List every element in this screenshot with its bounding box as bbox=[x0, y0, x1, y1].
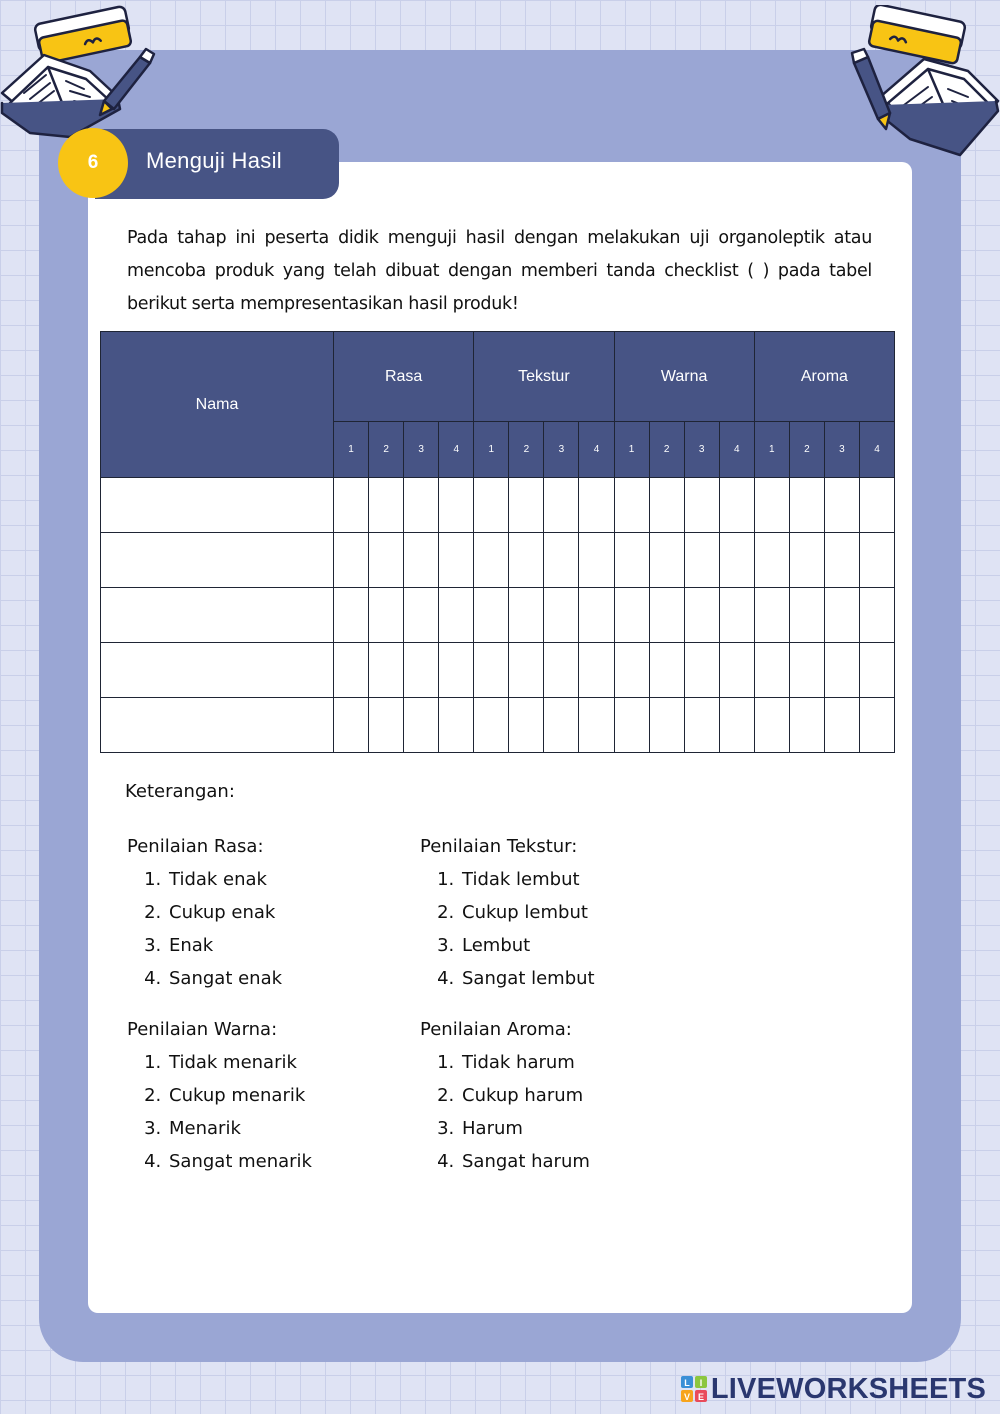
checklist-cell[interactable] bbox=[754, 588, 789, 643]
checklist-cell[interactable] bbox=[544, 698, 579, 753]
checklist-cell[interactable] bbox=[719, 478, 754, 533]
checklist-cell[interactable] bbox=[614, 643, 649, 698]
checklist-cell[interactable] bbox=[789, 643, 824, 698]
score-header: 1 bbox=[474, 422, 509, 478]
checklist-cell[interactable] bbox=[649, 698, 684, 753]
score-header: 3 bbox=[544, 422, 579, 478]
name-cell[interactable] bbox=[101, 533, 334, 588]
header-aroma: Aroma bbox=[754, 332, 894, 422]
checklist-cell[interactable] bbox=[579, 698, 614, 753]
checklist-cell[interactable] bbox=[789, 533, 824, 588]
checklist-cell[interactable] bbox=[824, 588, 859, 643]
legend-tekstur bbox=[420, 834, 595, 999]
legend-item: 3. Menarik bbox=[167, 1116, 312, 1149]
score-header: 3 bbox=[824, 422, 859, 478]
name-cell[interactable] bbox=[101, 643, 334, 698]
checklist-cell[interactable] bbox=[719, 533, 754, 588]
checklist-cell[interactable] bbox=[509, 533, 544, 588]
checklist-cell[interactable] bbox=[684, 588, 719, 643]
checklist-cell[interactable] bbox=[614, 698, 649, 753]
header-warna: Warna bbox=[614, 332, 754, 422]
checklist-cell[interactable] bbox=[684, 698, 719, 753]
checklist-cell[interactable] bbox=[369, 533, 404, 588]
table-row bbox=[101, 588, 895, 643]
section-title: Menguji Hasil bbox=[146, 148, 282, 173]
checklist-cell[interactable] bbox=[369, 588, 404, 643]
checklist-cell[interactable] bbox=[754, 533, 789, 588]
checklist-cell[interactable] bbox=[509, 588, 544, 643]
step-number-badge: 6 bbox=[58, 128, 128, 198]
checklist-cell[interactable] bbox=[439, 643, 474, 698]
checklist-cell[interactable] bbox=[404, 533, 439, 588]
checklist-cell[interactable] bbox=[754, 478, 789, 533]
legend-item: 2. Cukup lembut bbox=[460, 900, 595, 933]
checklist-cell[interactable] bbox=[334, 588, 369, 643]
checklist-cell[interactable] bbox=[544, 588, 579, 643]
checklist-cell[interactable] bbox=[719, 698, 754, 753]
legend-item: 3. Enak bbox=[167, 933, 282, 966]
checklist-cell[interactable] bbox=[649, 478, 684, 533]
liveworksheets-grid-icon bbox=[681, 1376, 707, 1402]
checklist-cell[interactable] bbox=[614, 478, 649, 533]
books-pencil-illustration-left bbox=[0, 5, 160, 145]
checklist-cell[interactable] bbox=[684, 478, 719, 533]
checklist-cell[interactable] bbox=[859, 698, 894, 753]
checklist-cell[interactable] bbox=[789, 588, 824, 643]
checklist-cell[interactable] bbox=[859, 643, 894, 698]
legend-warna-title: Penilaian Warna: bbox=[127, 1019, 278, 1040]
table-row bbox=[101, 478, 895, 533]
name-cell[interactable] bbox=[101, 698, 334, 753]
checklist-cell[interactable] bbox=[719, 588, 754, 643]
svg-text:E: E bbox=[697, 1392, 704, 1402]
score-header: 2 bbox=[789, 422, 824, 478]
checklist-cell[interactable] bbox=[474, 478, 509, 533]
legend-aroma-title: Penilaian Aroma: bbox=[420, 1019, 572, 1040]
checklist-cell[interactable] bbox=[579, 588, 614, 643]
checklist-cell[interactable] bbox=[579, 533, 614, 588]
score-header: 4 bbox=[719, 422, 754, 478]
checklist-cell[interactable] bbox=[474, 643, 509, 698]
name-cell[interactable] bbox=[101, 588, 334, 643]
checklist-cell[interactable] bbox=[439, 478, 474, 533]
checklist-cell[interactable] bbox=[544, 478, 579, 533]
checklist-cell[interactable] bbox=[824, 698, 859, 753]
legend-item: 1. Tidak lembut bbox=[460, 867, 595, 900]
checklist-cell[interactable] bbox=[509, 643, 544, 698]
legend-item: 4. Sangat lembut bbox=[460, 966, 595, 999]
legend-heading: Keterangan: bbox=[125, 781, 235, 802]
svg-text:L: L bbox=[684, 1378, 690, 1388]
legend-rasa bbox=[127, 834, 282, 999]
table-row bbox=[101, 533, 895, 588]
checklist-cell[interactable] bbox=[614, 533, 649, 588]
score-header: 4 bbox=[579, 422, 614, 478]
checklist-cell[interactable] bbox=[754, 643, 789, 698]
checklist-cell[interactable] bbox=[369, 478, 404, 533]
legend-item: 4. Sangat harum bbox=[460, 1149, 590, 1182]
table-row bbox=[101, 643, 895, 698]
checklist-cell[interactable] bbox=[404, 698, 439, 753]
checklist-cell[interactable] bbox=[824, 533, 859, 588]
checklist-cell[interactable] bbox=[824, 643, 859, 698]
score-header: 4 bbox=[859, 422, 894, 478]
checklist-cell[interactable] bbox=[859, 478, 894, 533]
checklist-cell[interactable] bbox=[474, 533, 509, 588]
checklist-cell[interactable] bbox=[544, 533, 579, 588]
checklist-cell[interactable] bbox=[474, 588, 509, 643]
checklist-cell[interactable] bbox=[369, 643, 404, 698]
name-cell[interactable] bbox=[101, 478, 334, 533]
checklist-cell[interactable] bbox=[544, 643, 579, 698]
checklist-cell[interactable] bbox=[404, 478, 439, 533]
checklist-cell[interactable] bbox=[579, 478, 614, 533]
checklist-cell[interactable] bbox=[439, 698, 474, 753]
checklist-cell[interactable] bbox=[859, 533, 894, 588]
checklist-cell[interactable] bbox=[439, 533, 474, 588]
legend-item: 1. Tidak menarik bbox=[167, 1050, 312, 1083]
checklist-cell[interactable] bbox=[334, 478, 369, 533]
checklist-cell[interactable] bbox=[404, 643, 439, 698]
checklist-cell[interactable] bbox=[579, 643, 614, 698]
legend-item: 1. Tidak harum bbox=[460, 1050, 590, 1083]
checklist-cell[interactable] bbox=[404, 588, 439, 643]
legend-aroma bbox=[420, 1017, 590, 1182]
score-header: 1 bbox=[334, 422, 369, 478]
legend-item: 1. Tidak enak bbox=[167, 867, 282, 900]
books-pencil-illustration-right bbox=[840, 5, 1000, 165]
legend-item: 3. Lembut bbox=[460, 933, 595, 966]
score-header: 3 bbox=[404, 422, 439, 478]
legend-warna bbox=[127, 1017, 312, 1182]
legend-rasa-title: Penilaian Rasa: bbox=[127, 836, 264, 857]
checklist-cell[interactable] bbox=[789, 478, 824, 533]
checklist-cell[interactable] bbox=[334, 533, 369, 588]
checklist-cell[interactable] bbox=[334, 698, 369, 753]
checklist-cell[interactable] bbox=[649, 588, 684, 643]
header-tekstur: Tekstur bbox=[474, 332, 614, 422]
checklist-cell[interactable] bbox=[719, 643, 754, 698]
score-header: 3 bbox=[684, 422, 719, 478]
checklist-cell[interactable] bbox=[474, 698, 509, 753]
score-header: 1 bbox=[754, 422, 789, 478]
legend-item: 4. Sangat enak bbox=[167, 966, 282, 999]
checklist-cell[interactable] bbox=[859, 588, 894, 643]
checklist-cell[interactable] bbox=[754, 698, 789, 753]
score-header: 2 bbox=[509, 422, 544, 478]
score-header: 4 bbox=[439, 422, 474, 478]
brand-text: LIVEWORKSHEETS bbox=[710, 1372, 986, 1405]
checklist-cell[interactable] bbox=[649, 643, 684, 698]
checklist-cell[interactable] bbox=[369, 698, 404, 753]
score-table-body bbox=[101, 478, 895, 753]
score-header: 2 bbox=[369, 422, 404, 478]
checklist-cell[interactable] bbox=[824, 478, 859, 533]
table-row bbox=[101, 698, 895, 753]
legend-item: 3. Harum bbox=[460, 1116, 590, 1149]
checklist-cell[interactable] bbox=[509, 698, 544, 753]
checklist-cell[interactable] bbox=[509, 478, 544, 533]
legend-item: 2. Cukup menarik bbox=[167, 1083, 312, 1116]
instruction-text: Pada tahap ini peserta didik menguji hasil dengan melakukan uji organoleptik atau mencoba produk yang telah dibuat dengan memberi tanda checklist ( ) pada tabel berikut serta mempresentasikan hasil produk! bbox=[127, 228, 872, 314]
svg-text:V: V bbox=[683, 1392, 690, 1402]
legend-item: 2. Cukup harum bbox=[460, 1083, 590, 1116]
checklist-cell[interactable] bbox=[684, 533, 719, 588]
checklist-cell[interactable] bbox=[334, 643, 369, 698]
liveworksheets-logo[interactable] bbox=[681, 1372, 986, 1406]
legend-item: 4. Sangat menarik bbox=[167, 1149, 312, 1182]
legend-item: 2. Cukup enak bbox=[167, 900, 282, 933]
header-rasa: Rasa bbox=[334, 332, 474, 422]
organoleptic-score-table bbox=[100, 331, 895, 753]
header-nama: Nama bbox=[101, 332, 334, 478]
checklist-cell[interactable] bbox=[649, 533, 684, 588]
svg-text:I: I bbox=[699, 1378, 703, 1388]
score-header: 1 bbox=[614, 422, 649, 478]
score-header: 2 bbox=[649, 422, 684, 478]
checklist-cell[interactable] bbox=[439, 588, 474, 643]
checklist-cell[interactable] bbox=[789, 698, 824, 753]
legend-tekstur-title: Penilaian Tekstur: bbox=[420, 836, 578, 857]
checklist-cell[interactable] bbox=[614, 588, 649, 643]
checklist-cell[interactable] bbox=[684, 643, 719, 698]
